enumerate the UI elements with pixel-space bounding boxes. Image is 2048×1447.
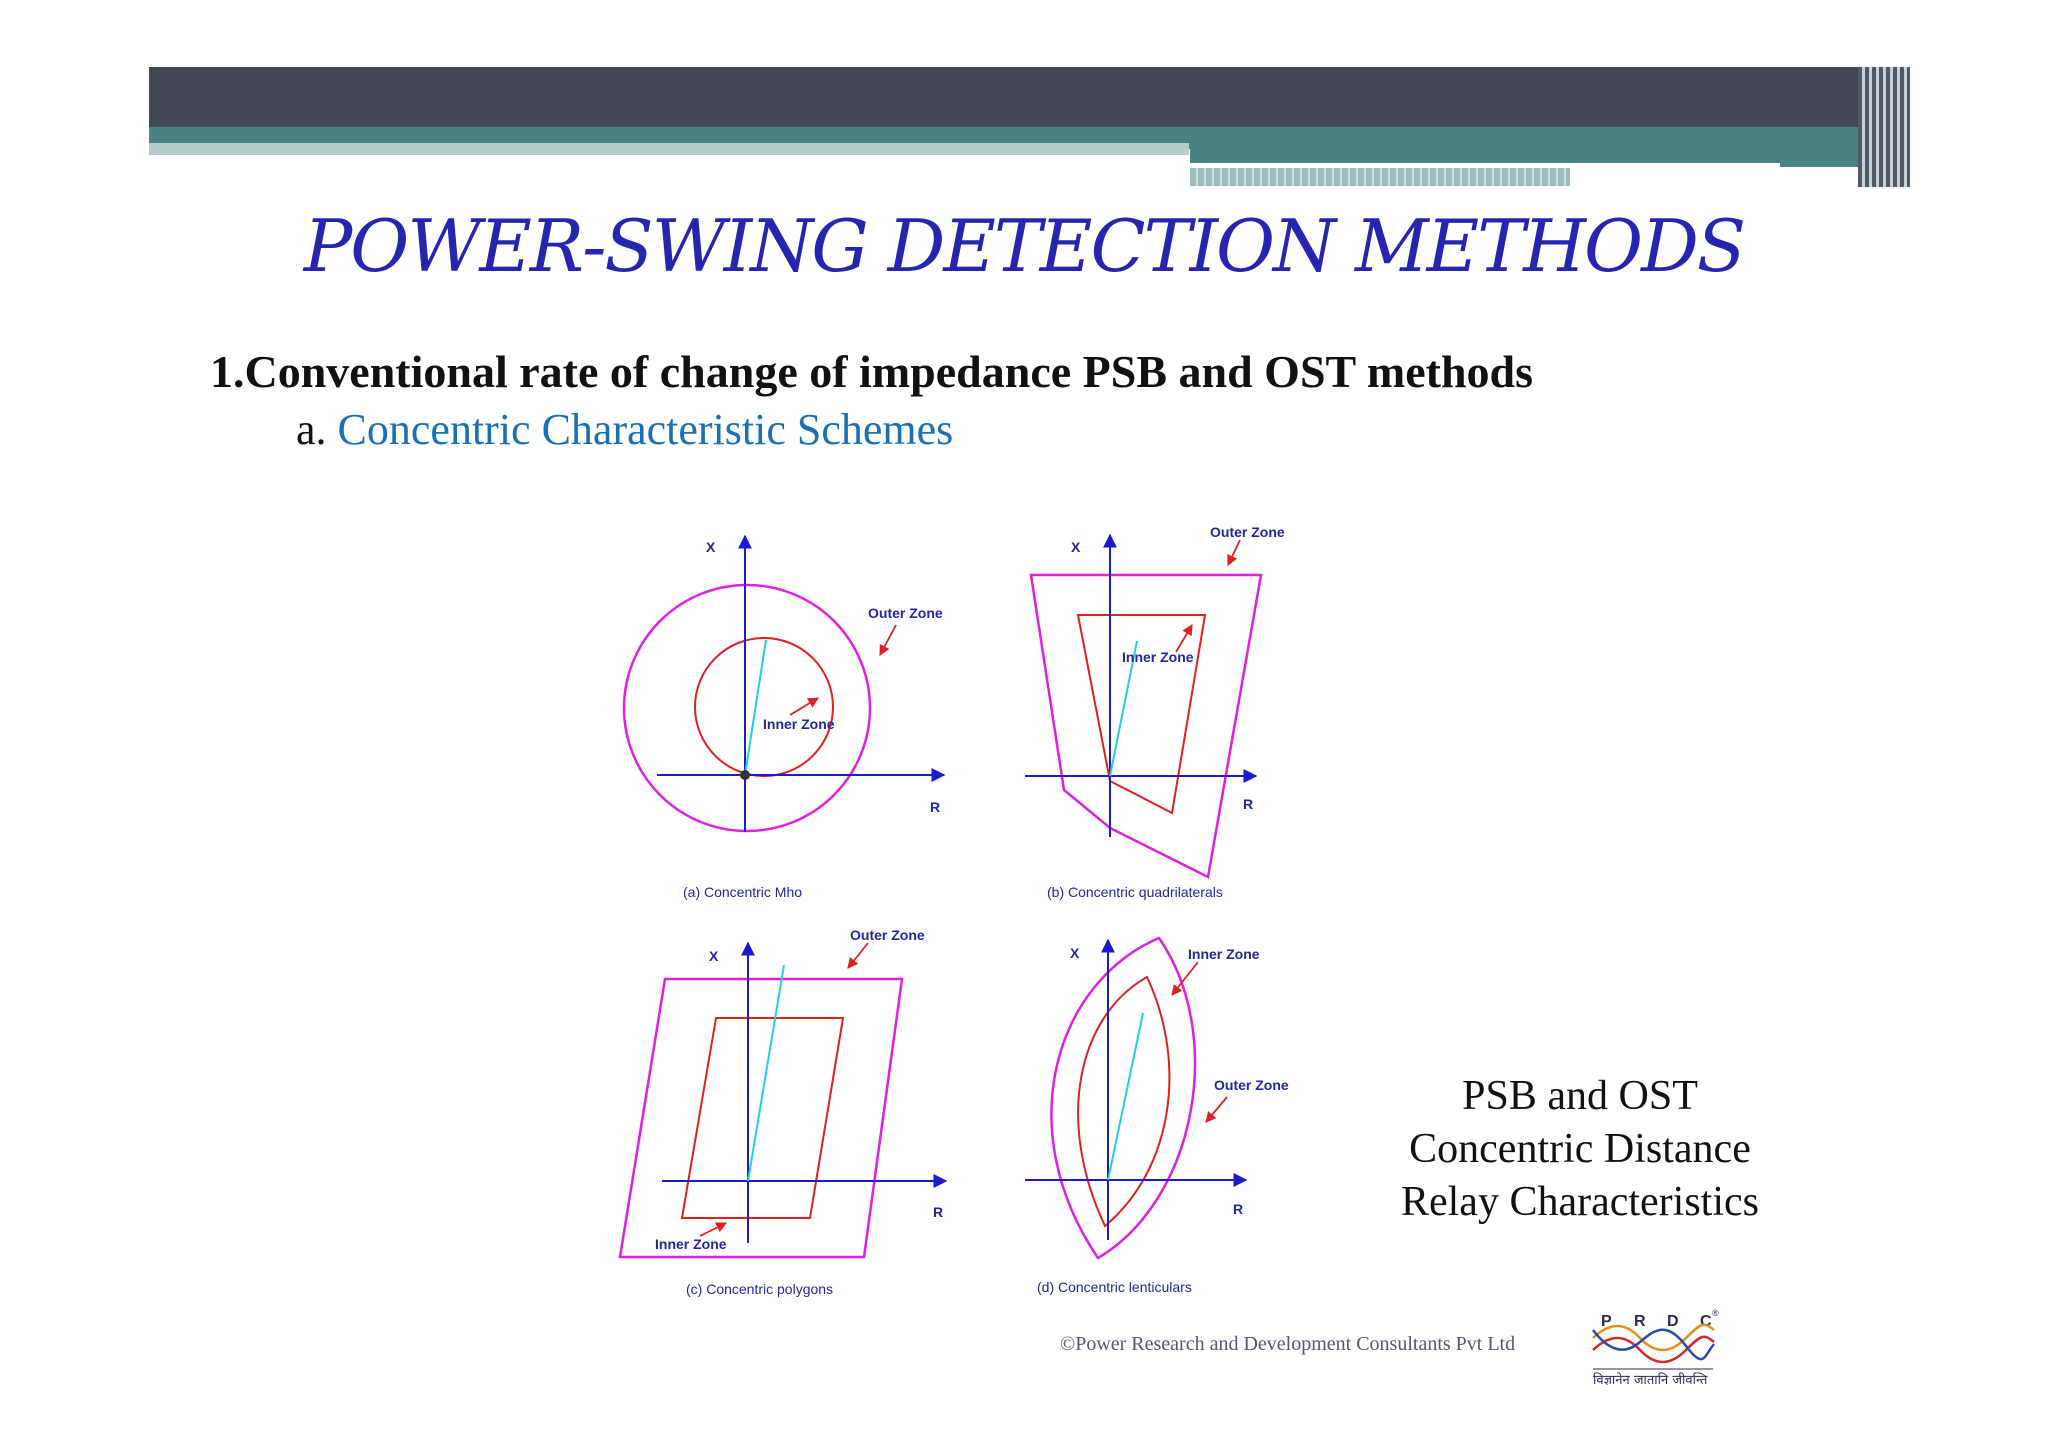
polygon-outer-zone-pointer [848,943,868,968]
quad-x-label: X [1071,539,1081,555]
panel-concentric-lenticulars [1025,938,1289,1295]
lens-outer-zone-label: Outer Zone [1214,1077,1289,1093]
panel-concentric-mho [624,536,944,900]
caption-line-1: PSB and OST [1462,1073,1698,1119]
polygon-inner-zone-pointer [700,1223,726,1236]
panel-concentric-quadrilaterals [1025,524,1285,900]
mho-impedance-line [745,640,766,775]
lens-outer-zone-pointer [1206,1097,1227,1122]
logo-letter-d: D [1667,1313,1679,1330]
mho-x-label: X [706,539,716,555]
polygon-outer-zone [620,979,902,1257]
logo-wave-blue [1593,1330,1714,1359]
lens-inner-zone-label: Inner Zone [1188,946,1260,962]
panel-concentric-polygons [620,927,946,1297]
mho-origin-dot [740,770,750,780]
quad-inner-zone-pointer [1176,625,1192,652]
quad-outer-zone-label: Outer Zone [1210,524,1285,540]
logo-letter-c: C [1700,1313,1712,1330]
logo-letter-p: P [1601,1313,1612,1330]
prdc-logo [1593,1308,1719,1388]
polygon-x-label: X [709,948,719,964]
slide-title: POWER-SWING DETECTION METHODS [303,204,1745,288]
mho-r-label: R [930,799,941,815]
lens-impedance-line [1108,1013,1143,1180]
section-heading: 1.Conventional rate of change of impedance PSB and OST methods [210,346,1534,397]
logo-registered-mark: ® [1712,1308,1719,1318]
quad-outer-zone-pointer [1228,540,1240,565]
copyright-notice: ©Power Research and Development Consultants Pvt Ltd [1060,1333,1516,1355]
subheading-prefix: a. [296,405,327,454]
quad-caption: (b) Concentric quadrilaterals [1047,884,1223,900]
quad-inner-zone-label: Inner Zone [1122,649,1194,665]
mho-caption: (a) Concentric Mho [683,884,803,900]
mho-inner-zone-label: Inner Zone [763,716,835,732]
polygon-outer-zone-label: Outer Zone [850,927,925,943]
polygon-inner-zone-label: Inner Zone [655,1236,727,1252]
subheading-text: Concentric Characteristic Schemes [337,405,954,454]
lens-caption: (d) Concentric lenticulars [1037,1279,1192,1295]
logo-letter-r: R [1634,1313,1646,1330]
polygon-impedance-line [748,965,784,1181]
quad-r-label: R [1243,796,1254,812]
mho-outer-zone-label: Outer Zone [868,605,943,621]
caption-line-2: Concentric Distance [1409,1126,1751,1172]
quad-inner-zone [1078,615,1205,813]
caption-line-3: Relay Characteristics [1400,1179,1760,1225]
polygon-r-label: R [933,1204,944,1220]
lens-r-label: R [1233,1201,1244,1217]
polygon-inner-zone [682,1018,843,1218]
lens-outer-zone [1051,938,1195,1258]
mho-outer-zone-pointer [880,625,896,655]
polygon-caption: (c) Concentric polygons [686,1281,834,1297]
logo-tagline: विज्ञानेन जातानि जीवन्ति [1593,1373,1708,1388]
relay-characteristics-caption [1350,1070,1810,1229]
mho-inner-zone-pointer [790,698,818,715]
lens-x-label: X [1070,945,1080,961]
quad-outer-zone [1031,575,1261,877]
